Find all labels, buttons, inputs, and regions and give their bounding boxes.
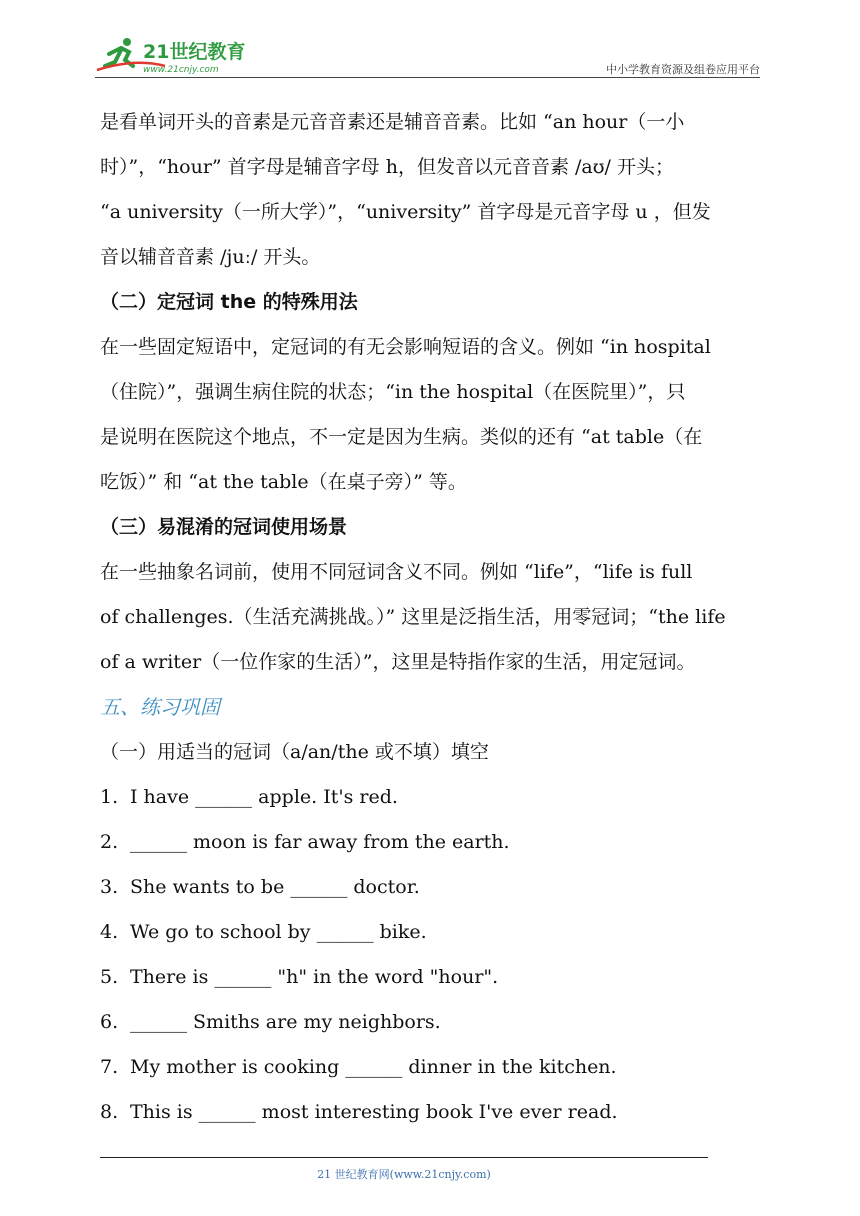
paragraph-line: 吃饭）” 和 “at the table（在桌子旁）” 等。 <box>100 471 467 493</box>
logo <box>95 36 265 76</box>
exercise-number: 1. <box>100 786 119 808</box>
header-divider <box>95 77 760 78</box>
exercise-item <box>100 865 762 910</box>
exercise-item <box>100 820 762 865</box>
subheading-definite-article: （二）定冠词 the 的特殊用法 <box>100 291 358 313</box>
exercise-number: 4. <box>100 921 119 943</box>
exercise-number: 7. <box>100 1056 119 1078</box>
exercise-list <box>100 775 762 1135</box>
exercise-number: 3. <box>100 876 119 898</box>
section-heading-practice: 五、练习巩固 <box>100 695 220 719</box>
exercise-number: 5. <box>100 966 119 988</box>
page-footer: 21 世纪教育网(www.21cnjy.com) <box>317 1168 491 1181</box>
footer-divider <box>100 1157 708 1158</box>
intro-line: 时）”，“hour” 首字母是辅音字母 h，但发音以元音音素 /aʊ/ 开头； <box>100 156 674 178</box>
exercise-number: 6. <box>100 1011 119 1033</box>
exercise-text: I have ______ apple. It's red. <box>130 786 398 808</box>
exercise-item <box>100 955 762 1000</box>
exercise-item <box>100 775 762 820</box>
paragraph-line: of a writer（一位作家的生活）”，这里是特指作家的生活，用定冠词。 <box>100 651 696 673</box>
exercise-text: ______ moon is far away from the earth. <box>130 831 510 853</box>
intro-line: 是看单词开头的音素是元音音素还是辅音音素。比如 “an hour（一小 <box>100 111 685 133</box>
exercise-item <box>100 910 762 955</box>
paragraph-line: of challenges.（生活充满挑战。）” 这里是泛指生活，用零冠词；“the life <box>100 606 726 628</box>
exercise-number: 2. <box>100 831 119 853</box>
logo-url: www.21cnjy.com <box>143 65 219 75</box>
paragraph-line: 在一些固定短语中，定冠词的有无会影响短语的含义。例如 “in hospital <box>100 336 711 358</box>
paragraph-line: （住院）”，强调生病住院的状态；“in the hospital（在医院里）”，只 <box>100 381 686 403</box>
exercise-text: She wants to be ______ doctor. <box>130 876 420 898</box>
exercise-text: My mother is cooking ______ dinner in the kitchen. <box>130 1056 617 1078</box>
exercise-title: （一）用适当的冠词（a/an/the 或不填）填空 <box>100 741 489 763</box>
subheading-confusing-cases: （三）易混淆的冠词使用场景 <box>100 516 348 538</box>
paragraph-line: 是说明在医院这个地点，不一定是因为生病。类似的还有 “at table（在 <box>100 426 703 448</box>
exercise-item <box>100 1045 762 1090</box>
exercise-item <box>100 1090 762 1135</box>
page-header <box>95 28 760 80</box>
exercise-item <box>100 1000 762 1045</box>
platform-name: 中小学教育资源及组卷应用平台 <box>606 63 760 76</box>
exercise-text: ______ Smiths are my neighbors. <box>130 1011 441 1033</box>
intro-line: 音以辅音音素 /juː/ 开头。 <box>100 246 321 268</box>
document-body <box>100 100 762 1135</box>
paragraph-line: 在一些抽象名词前，使用不同冠词含义不同。例如 “life”，“life is full <box>100 561 693 583</box>
exercise-number: 8. <box>100 1101 119 1123</box>
exercise-text: There is ______ "h" in the word "hour". <box>130 966 499 988</box>
intro-line: “a university（一所大学）”，“university” 首字母是元音字母 u ，但发 <box>100 201 711 223</box>
exercise-text: This is ______ most interesting book I've ever read. <box>130 1101 618 1123</box>
exercise-text: We go to school by ______ bike. <box>130 921 427 943</box>
logo-text: 21世纪教育 <box>143 41 246 63</box>
